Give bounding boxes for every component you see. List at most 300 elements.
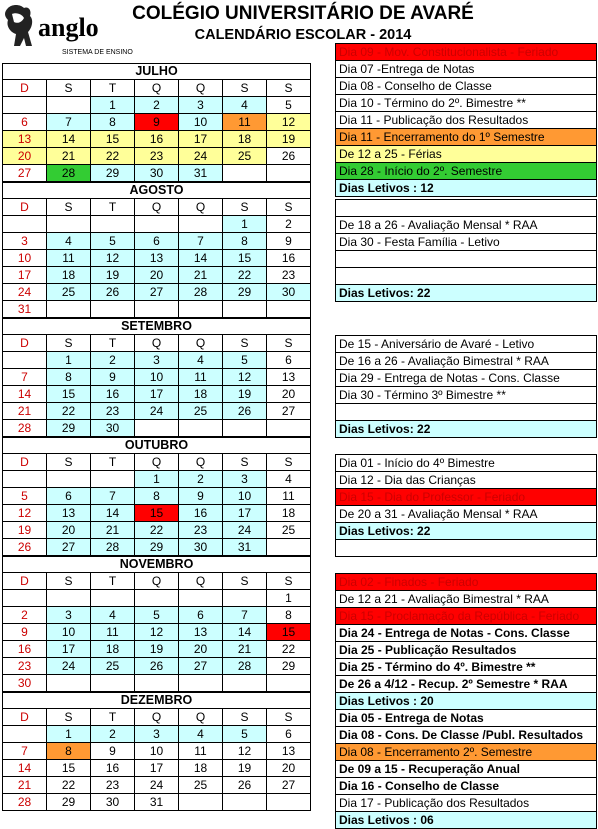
event-item: De 15 - Aniversário de Avaré - Letivo xyxy=(336,336,597,353)
event-item: Dia 25 - Término do 4º. Bimestre ** xyxy=(336,659,597,676)
day-cell xyxy=(47,471,91,488)
day-cell: 6 xyxy=(135,233,179,250)
weekday-header: S xyxy=(223,573,267,590)
week-row xyxy=(3,403,311,420)
weekday-header: S xyxy=(47,573,91,590)
day-cell: 9 xyxy=(179,488,223,505)
week-row xyxy=(3,420,311,437)
day-cell: 1 xyxy=(223,216,267,233)
event-item: Dia 09 - Mov. Constitucionalista - Feriado xyxy=(336,44,597,61)
weekday-header: S xyxy=(47,199,91,216)
day-cell: 5 xyxy=(135,607,179,624)
day-cell: 13 xyxy=(47,505,91,522)
day-cell: 27 xyxy=(3,165,47,182)
day-cell: 17 xyxy=(3,267,47,284)
day-cell: 16 xyxy=(135,131,179,148)
day-cell: 27 xyxy=(267,403,311,420)
event-item: De 12 a 25 - Férias xyxy=(336,146,597,163)
day-cell: 2 xyxy=(267,216,311,233)
weekday-header: S xyxy=(47,709,91,726)
day-cell: 25 xyxy=(179,403,223,420)
weekday-header: D xyxy=(3,335,47,352)
day-cell: 30 xyxy=(267,284,311,301)
week-row xyxy=(3,131,311,148)
day-cell: 3 xyxy=(135,726,179,743)
day-cell xyxy=(135,216,179,233)
day-cell: 13 xyxy=(135,250,179,267)
day-cell: 23 xyxy=(179,522,223,539)
day-cell: 2 xyxy=(135,97,179,114)
month-name: AGOSTO xyxy=(3,183,311,199)
month-events-outubro xyxy=(335,454,597,557)
weekday-header: Q xyxy=(179,335,223,352)
weekday-header: Q xyxy=(135,80,179,97)
day-cell: 2 xyxy=(91,352,135,369)
week-row xyxy=(3,624,311,641)
day-cell xyxy=(223,794,267,811)
day-cell: 6 xyxy=(3,114,47,131)
month-calendar-dezembro xyxy=(2,692,311,811)
event-item: De 12 a 21 - Avaliação Bimestral * RAA xyxy=(336,591,597,608)
day-cell: 9 xyxy=(135,114,179,131)
day-cell: 10 xyxy=(47,624,91,641)
weekday-header: S xyxy=(267,80,311,97)
weekday-header: S xyxy=(223,80,267,97)
day-cell xyxy=(135,675,179,692)
day-cell: 26 xyxy=(223,777,267,794)
day-cell: 7 xyxy=(47,114,91,131)
day-cell: 28 xyxy=(223,658,267,675)
day-cell: 15 xyxy=(267,624,311,641)
day-cell: 16 xyxy=(3,641,47,658)
day-cell xyxy=(179,420,223,437)
day-cell: 1 xyxy=(267,590,311,607)
weekday-header: T xyxy=(91,573,135,590)
event-item: Dia 15 - Proclamação da República - Feriado xyxy=(336,608,597,625)
day-cell: 22 xyxy=(223,267,267,284)
day-cell: 24 xyxy=(223,522,267,539)
day-cell: 5 xyxy=(223,726,267,743)
day-cell: 11 xyxy=(91,624,135,641)
day-cell xyxy=(3,97,47,114)
day-cell: 29 xyxy=(223,284,267,301)
day-cell: 6 xyxy=(267,352,311,369)
event-item: De 20 a 31 - Avaliação Mensal * RAA xyxy=(336,506,597,523)
lion-icon xyxy=(5,5,32,46)
day-cell: 7 xyxy=(179,233,223,250)
event-item: Dia 11 - Publicação dos Resultados xyxy=(336,112,597,129)
day-cell: 15 xyxy=(223,250,267,267)
day-cell xyxy=(47,675,91,692)
day-cell: 12 xyxy=(223,743,267,760)
day-cell: 14 xyxy=(91,505,135,522)
day-cell: 7 xyxy=(223,607,267,624)
day-cell: 22 xyxy=(267,641,311,658)
day-cell: 4 xyxy=(179,726,223,743)
day-cell: 21 xyxy=(223,641,267,658)
day-cell: 4 xyxy=(267,471,311,488)
day-cell: 27 xyxy=(47,539,91,556)
weekday-header: S xyxy=(223,199,267,216)
month-name: JULHO xyxy=(3,64,311,80)
day-cell xyxy=(267,301,311,318)
week-row xyxy=(3,284,311,301)
weekday-header: Q xyxy=(179,454,223,471)
day-cell: 7 xyxy=(3,743,47,760)
day-cell: 24 xyxy=(179,148,223,165)
event-item: Dia 28 - Início do 2º. Semestre xyxy=(336,163,597,180)
day-cell: 1 xyxy=(135,471,179,488)
day-cell: 3 xyxy=(223,471,267,488)
weekday-header: D xyxy=(3,709,47,726)
calendar-title: CALENDÁRIO ESCOLAR - 2014 xyxy=(194,27,412,43)
weekday-header: S xyxy=(267,573,311,590)
day-cell: 13 xyxy=(267,369,311,386)
day-cell: 14 xyxy=(179,250,223,267)
day-cell: 10 xyxy=(179,114,223,131)
day-cell: 23 xyxy=(3,658,47,675)
day-cell: 29 xyxy=(91,165,135,182)
day-cell xyxy=(179,675,223,692)
day-cell xyxy=(135,301,179,318)
day-cell: 16 xyxy=(91,386,135,403)
day-cell: 28 xyxy=(3,794,47,811)
event-item: Dias Letivos : 20 xyxy=(336,693,597,710)
week-row xyxy=(3,658,311,675)
weekday-header: Q xyxy=(179,80,223,97)
event-item: Dia 05 - Entrega de Notas xyxy=(336,710,597,727)
day-cell: 4 xyxy=(91,607,135,624)
month-calendar-agosto xyxy=(2,182,311,318)
day-cell xyxy=(47,301,91,318)
day-cell xyxy=(3,590,47,607)
weekday-header: T xyxy=(91,454,135,471)
event-item: Dias Letivos: 22 xyxy=(336,523,597,540)
event-item: Dia 08 - Encerramento 2º. Semestre xyxy=(336,744,597,761)
day-cell xyxy=(135,420,179,437)
weekday-header: Q xyxy=(179,199,223,216)
school-name: COLÉGIO UNIVERSITÁRIO DE AVARÉ xyxy=(132,3,474,24)
day-cell: 5 xyxy=(223,352,267,369)
day-cell xyxy=(267,420,311,437)
day-cell: 21 xyxy=(179,267,223,284)
event-item: Dia 08 - Conselho de Classe xyxy=(336,78,597,95)
event-item: Dias Letivos: 22 xyxy=(336,285,597,302)
weekday-header: D xyxy=(3,80,47,97)
day-cell: 11 xyxy=(267,488,311,505)
day-cell: 30 xyxy=(179,539,223,556)
event-item: Dia 11 - Encerramento do 1º Semestre xyxy=(336,129,597,146)
day-cell: 18 xyxy=(223,131,267,148)
day-cell: 9 xyxy=(91,369,135,386)
month-name: SETEMBRO xyxy=(3,319,311,335)
week-row xyxy=(3,97,311,114)
day-cell: 2 xyxy=(3,607,47,624)
day-cell: 15 xyxy=(135,505,179,522)
day-cell: 3 xyxy=(3,233,47,250)
day-cell: 18 xyxy=(267,505,311,522)
month-calendar-novembro xyxy=(2,556,311,692)
day-cell: 29 xyxy=(267,658,311,675)
event-item: De 18 a 26 - Avaliação Mensal * RAA xyxy=(336,217,597,234)
day-cell xyxy=(179,590,223,607)
day-cell: 1 xyxy=(47,726,91,743)
day-cell: 18 xyxy=(179,760,223,777)
day-cell: 28 xyxy=(47,165,91,182)
day-cell: 28 xyxy=(179,284,223,301)
week-row xyxy=(3,471,311,488)
day-cell: 17 xyxy=(179,131,223,148)
day-cell: 24 xyxy=(135,777,179,794)
day-cell xyxy=(47,590,91,607)
event-item xyxy=(336,251,597,268)
day-cell: 8 xyxy=(267,607,311,624)
month-calendar-setembro xyxy=(2,318,311,437)
weekday-header: Q xyxy=(135,335,179,352)
event-item: De 26 a 4/12 - Recup. 2º Semestre * RAA xyxy=(336,676,597,693)
day-cell xyxy=(3,352,47,369)
event-item: Dia 24 - Entrega de Notas - Cons. Classe xyxy=(336,625,597,642)
day-cell: 13 xyxy=(267,743,311,760)
day-cell: 24 xyxy=(47,658,91,675)
day-cell: 14 xyxy=(3,386,47,403)
weekday-header: S xyxy=(267,335,311,352)
day-cell: 23 xyxy=(267,267,311,284)
event-item: Dia 16 - Conselho de Classe xyxy=(336,778,597,795)
day-cell: 1 xyxy=(91,97,135,114)
week-row xyxy=(3,216,311,233)
day-cell: 19 xyxy=(135,641,179,658)
day-cell: 3 xyxy=(135,352,179,369)
day-cell: 20 xyxy=(179,641,223,658)
day-cell: 30 xyxy=(3,675,47,692)
day-cell: 24 xyxy=(3,284,47,301)
event-item xyxy=(336,404,597,421)
day-cell xyxy=(267,539,311,556)
day-cell: 2 xyxy=(179,471,223,488)
day-cell: 27 xyxy=(179,658,223,675)
day-cell: 21 xyxy=(3,777,47,794)
weekday-header: Q xyxy=(135,709,179,726)
day-cell xyxy=(135,590,179,607)
day-cell: 31 xyxy=(179,165,223,182)
day-cell: 18 xyxy=(179,386,223,403)
day-cell: 14 xyxy=(223,624,267,641)
day-cell xyxy=(91,471,135,488)
day-cell xyxy=(3,216,47,233)
day-cell: 19 xyxy=(267,131,311,148)
day-cell: 6 xyxy=(267,726,311,743)
event-item: Dias Letivos : 12 xyxy=(336,180,597,197)
day-cell: 25 xyxy=(47,284,91,301)
event-item: Dia 10 - Término do 2º. Bimestre ** xyxy=(336,95,597,112)
day-cell: 10 xyxy=(3,250,47,267)
logo-subtext: SISTEMA DE ENSINO xyxy=(62,49,133,56)
month-name: NOVEMBRO xyxy=(3,557,311,573)
day-cell: 29 xyxy=(47,420,91,437)
day-cell: 19 xyxy=(223,760,267,777)
day-cell: 11 xyxy=(179,743,223,760)
day-cell: 25 xyxy=(267,522,311,539)
day-cell: 12 xyxy=(3,505,47,522)
day-cell: 8 xyxy=(91,114,135,131)
week-row xyxy=(3,369,311,386)
day-cell: 26 xyxy=(223,403,267,420)
weekday-header: D xyxy=(3,454,47,471)
month-calendar-outubro xyxy=(2,437,311,556)
event-item: De 16 a 26 - Avaliação Bimestral * RAA xyxy=(336,353,597,370)
event-item: Dia 12 - Dia das Crianças xyxy=(336,472,597,489)
day-cell: 31 xyxy=(135,794,179,811)
day-cell: 5 xyxy=(91,233,135,250)
day-cell: 30 xyxy=(135,165,179,182)
day-cell: 12 xyxy=(223,369,267,386)
weekday-header: Q xyxy=(135,199,179,216)
day-cell: 8 xyxy=(135,488,179,505)
day-cell: 20 xyxy=(3,148,47,165)
event-item: Dias Letivos : 06 xyxy=(336,812,597,829)
day-cell xyxy=(223,675,267,692)
day-cell: 27 xyxy=(135,284,179,301)
weekday-header: S xyxy=(267,199,311,216)
weekday-header: D xyxy=(3,199,47,216)
day-cell: 23 xyxy=(135,148,179,165)
weekday-header: S xyxy=(223,335,267,352)
week-row xyxy=(3,114,311,131)
day-cell xyxy=(223,165,267,182)
event-item: Dia 29 - Entrega de Notas - Cons. Classe xyxy=(336,370,597,387)
day-cell xyxy=(179,794,223,811)
day-cell: 16 xyxy=(91,760,135,777)
weekday-header: T xyxy=(91,80,135,97)
day-cell: 20 xyxy=(267,386,311,403)
weekday-header: S xyxy=(267,454,311,471)
month-calendar-julho xyxy=(2,63,311,182)
day-cell: 14 xyxy=(3,760,47,777)
weekday-header: S xyxy=(47,454,91,471)
event-item: Dia 08 - Cons. De Classe /Publ. Resultados xyxy=(336,727,597,744)
month-name: OUTUBRO xyxy=(3,438,311,454)
day-cell: 26 xyxy=(267,148,311,165)
day-cell: 8 xyxy=(223,233,267,250)
day-cell: 28 xyxy=(91,539,135,556)
day-cell: 4 xyxy=(47,233,91,250)
week-row xyxy=(3,777,311,794)
day-cell: 22 xyxy=(91,148,135,165)
day-cell: 12 xyxy=(135,624,179,641)
month-events-novembro xyxy=(335,573,597,710)
week-row xyxy=(3,488,311,505)
day-cell: 16 xyxy=(179,505,223,522)
month-events-setembro xyxy=(335,335,597,438)
day-cell: 29 xyxy=(47,794,91,811)
day-cell: 31 xyxy=(223,539,267,556)
day-cell: 8 xyxy=(47,369,91,386)
day-cell: 29 xyxy=(135,539,179,556)
day-cell: 20 xyxy=(135,267,179,284)
day-cell: 18 xyxy=(47,267,91,284)
day-cell: 6 xyxy=(47,488,91,505)
weekday-header: Q xyxy=(179,709,223,726)
day-cell: 15 xyxy=(91,131,135,148)
day-cell: 17 xyxy=(135,386,179,403)
weekday-header: T xyxy=(91,335,135,352)
anglo-logo xyxy=(2,2,133,60)
day-cell: 3 xyxy=(47,607,91,624)
event-item: Dia 30 - Término 3º Bimestre ** xyxy=(336,387,597,404)
day-cell: 3 xyxy=(179,97,223,114)
event-item: De 09 a 15 - Recuperação Anual xyxy=(336,761,597,778)
weekday-header: T xyxy=(91,199,135,216)
weekday-header: T xyxy=(91,709,135,726)
day-cell: 7 xyxy=(3,369,47,386)
week-row xyxy=(3,522,311,539)
day-cell: 10 xyxy=(135,369,179,386)
day-cell: 8 xyxy=(47,743,91,760)
event-item: Dia 15 - Dia do Professor - Feriado xyxy=(336,489,597,506)
week-row xyxy=(3,505,311,522)
day-cell: 27 xyxy=(267,777,311,794)
day-cell: 30 xyxy=(91,420,135,437)
day-cell: 28 xyxy=(3,420,47,437)
week-row xyxy=(3,675,311,692)
day-cell xyxy=(3,471,47,488)
day-cell xyxy=(91,675,135,692)
day-cell: 5 xyxy=(3,488,47,505)
week-row xyxy=(3,386,311,403)
day-cell xyxy=(267,794,311,811)
day-cell: 22 xyxy=(47,777,91,794)
day-cell xyxy=(3,726,47,743)
day-cell: 1 xyxy=(47,352,91,369)
event-item xyxy=(336,200,597,217)
week-row xyxy=(3,641,311,658)
day-cell: 23 xyxy=(91,777,135,794)
day-cell: 17 xyxy=(223,505,267,522)
week-row xyxy=(3,352,311,369)
day-cell: 19 xyxy=(91,267,135,284)
weekday-header: Q xyxy=(179,573,223,590)
month-name: DEZEMBRO xyxy=(3,693,311,709)
day-cell: 21 xyxy=(91,522,135,539)
day-cell xyxy=(179,301,223,318)
day-cell: 9 xyxy=(3,624,47,641)
weekday-header: S xyxy=(267,709,311,726)
day-cell: 22 xyxy=(47,403,91,420)
day-cell: 30 xyxy=(91,794,135,811)
day-cell: 26 xyxy=(135,658,179,675)
day-cell: 11 xyxy=(179,369,223,386)
day-cell: 13 xyxy=(3,131,47,148)
weekday-header: S xyxy=(47,80,91,97)
month-events-dezembro xyxy=(335,709,597,829)
event-item xyxy=(336,268,597,285)
week-row xyxy=(3,726,311,743)
week-row xyxy=(3,148,311,165)
week-row xyxy=(3,539,311,556)
day-cell: 31 xyxy=(3,301,47,318)
day-cell: 18 xyxy=(91,641,135,658)
week-row xyxy=(3,590,311,607)
week-row xyxy=(3,233,311,250)
day-cell: 21 xyxy=(47,148,91,165)
day-cell xyxy=(223,301,267,318)
day-cell: 4 xyxy=(223,97,267,114)
day-cell xyxy=(223,590,267,607)
day-cell xyxy=(91,216,135,233)
day-cell xyxy=(47,216,91,233)
day-cell: 10 xyxy=(223,488,267,505)
